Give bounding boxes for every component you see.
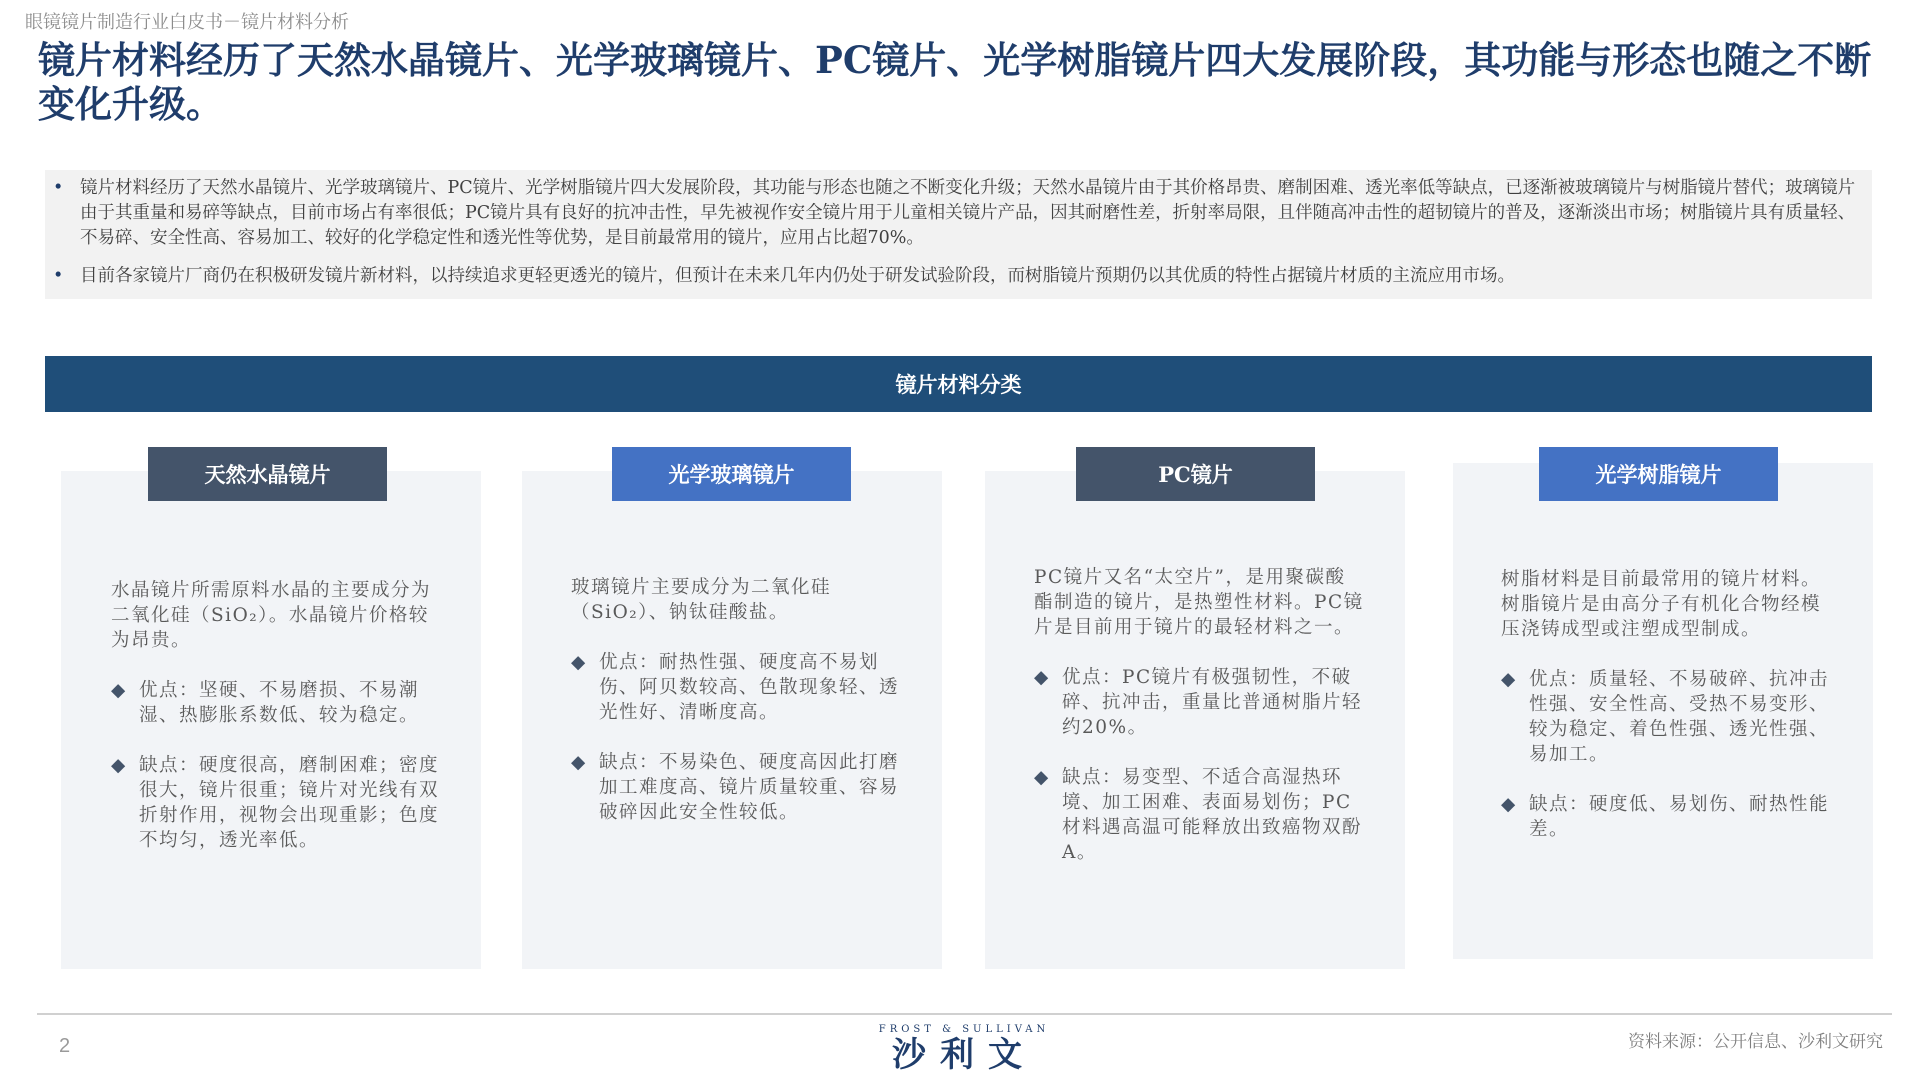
diamond-bullet-icon: ◆: [1501, 794, 1517, 815]
card-pros: 优点：质量轻、不易破碎、抗冲击性强、安全性高、受热不易变形、较为稳定、着色性强、透光性强、易加工。: [1529, 669, 1830, 765]
diamond-bullet-icon: ◆: [1501, 669, 1517, 690]
page-title: 镜片材料经历了天然水晶镜片、光学玻璃镜片、PC镜片、光学树脂镜片四大发展阶段，其功能与形态也随之不断变化升级。: [38, 38, 1872, 126]
card-text: [1501, 567, 1831, 867]
logo-en: FROST & SULLIVAN: [878, 1024, 1050, 1035]
card-label: 光学树脂镜片: [1539, 447, 1778, 501]
card-text: [1034, 565, 1364, 890]
card-pros: 优点：耐热性强、硬度高不易划伤、阿贝数较高、色散现象轻、透光性好、清晰度高。: [599, 652, 900, 723]
card-desc: PC镜片又名“太空片”，是用聚碳酸酯制造的镜片，是热塑性材料。PC镜片是目前用于镜片的最轻材料之一。: [1034, 567, 1364, 638]
footer-divider: [37, 1013, 1892, 1015]
card-pros: 优点：坚硬、不易磨损、不易潮湿、热膨胀系数低、较为稳定。: [139, 680, 420, 726]
card-cons: 缺点：硬度低、易划伤、耐热性能差。: [1529, 794, 1830, 840]
frost-sullivan-logo: [864, 1024, 1064, 1075]
card-cons: 缺点：不易染色、硬度高因此打磨加工难度高、镜片质量较重、容易破碎因此安全性较低。: [599, 752, 900, 823]
card-desc: 玻璃镜片主要成分为二氧化硅（SiO₂）、钠钛硅酸盐。: [571, 577, 832, 623]
breadcrumb: 眼镜镜片制造行业白皮书－镜片材料分析: [25, 12, 349, 33]
diamond-bullet-icon: ◆: [571, 752, 587, 773]
source-note: 资料来源：公开信息、沙利文研究: [1628, 1032, 1883, 1052]
diamond-bullet-icon: ◆: [111, 680, 127, 701]
summary-box: [45, 170, 1872, 299]
card-pros: 优点：PC镜片有极强韧性，不破碎、抗冲击，重量比普通树脂片轻约20%。: [1062, 667, 1363, 738]
diamond-bullet-icon: ◆: [111, 755, 127, 776]
card-desc: 树脂材料是目前最常用的镜片材料。树脂镜片是由高分子有机化合物经模压浇铸成型或注塑成型制成。: [1501, 569, 1822, 640]
card-label: PC镜片: [1076, 447, 1315, 501]
card-desc: 水晶镜片所需原料水晶的主要成分为二氧化硅（SiO₂）。水晶镜片价格较为昂贵。: [111, 580, 432, 651]
summary-bullet: • 镜片材料经历了天然水晶镜片、光学玻璃镜片、PC镜片、光学树脂镜片四大发展阶段，其功能与形态也随之不断变化升级；天然水晶镜片由于其价格昂贵、磨制困难、透光率低等缺点，已逐渐被玻璃镜片与树脂镜片替代；玻璃镜片由于其重量和易碎等缺点，目前市场占有率很低；PC镜片具有良好的抗冲击性，早先被视作安全镜片用于儿童相关镜片产品，因其耐磨性差，折射率局限，且伴随高冲击性的超韧镜片的普及，逐渐淡出市场；树脂镜片具有质量轻、不易碎、安全性高、容易加工、较好的化学稳定性和透光性等优势，是目前最常用的镜片，应用占比超70%。: [80, 176, 1862, 251]
card-cons: 缺点：硬度很高，磨制困难；密度很大，镜片很重；镜片对光线有双折射作用，视物会出现重影；色度不均匀，透光率低。: [139, 755, 440, 851]
summary-bullet: • 目前各家镜片厂商仍在积极研发镜片新材料，以持续追求更轻更透光的镜片，但预计在未来几年内仍处于研发试验阶段，而树脂镜片预期仍以其优质的特性占据镜片材质的主流应用市场。: [80, 264, 1862, 289]
page-number: 2: [59, 1035, 71, 1057]
card-label: 光学玻璃镜片: [612, 447, 851, 501]
diamond-bullet-icon: ◆: [1034, 667, 1050, 688]
diamond-bullet-icon: ◆: [571, 652, 587, 673]
card-text: [111, 578, 441, 878]
logo-cn: 沙利文: [892, 1035, 1036, 1075]
card-cons: 缺点：易变型、不适合高湿热环境、加工困难、表面易划伤；PC材料遇高温可能释放出致癌物双酚A。: [1062, 767, 1363, 863]
diamond-bullet-icon: ◆: [1034, 767, 1050, 788]
section-header: 镜片材料分类: [45, 356, 1872, 412]
card-text: [571, 575, 901, 850]
card-label: 天然水晶镜片: [148, 447, 387, 501]
